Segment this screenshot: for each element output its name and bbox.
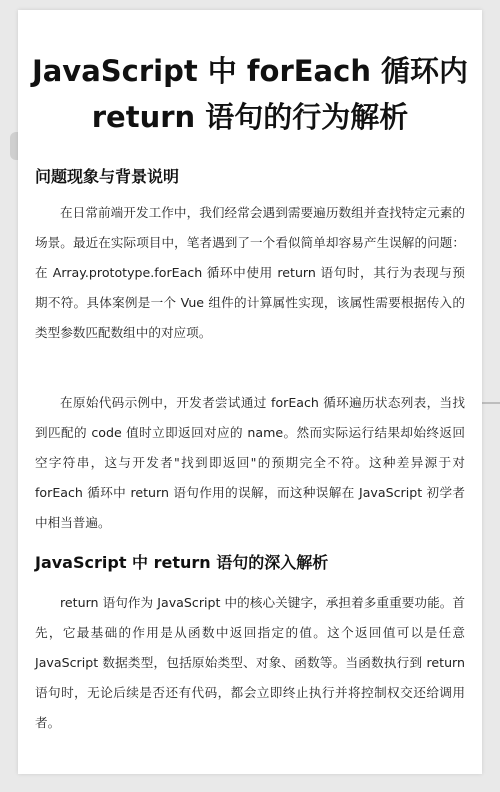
paragraph-return-explained: return 语句作为 JavaScript 中的核心关键字，承担着多重重要功能。首先，它最基础的作用是从函数中返回指定的值。这个返回值可以是任意 JavaScript 数据类型，包括原始类型、对象、函数等。当函数执行到 return 语句时，无论后续是否还有代码，都会立即终止执行并将控制权交还给调用者。 <box>35 595 465 730</box>
section-heading-return: JavaScript 中 return 语句的深入解析 <box>35 553 329 572</box>
title-line-2: return 语句的行为解析 <box>91 100 409 134</box>
article-title <box>0 48 500 140</box>
page-edge-marker <box>482 402 500 404</box>
title-line-1: JavaScript 中 forEach 循环内 <box>31 54 469 88</box>
paragraph-problem-intro: 在日常前端开发工作中，我们经常会遇到需要遍历数组并查找特定元素的场景。最近在实际项目中，笔者遇到了一个看似简单却容易产生误解的问题：在 Array.prototype.forEach 循环中使用 return 语句时，其行为表现与预期不符。具体案例是一个 Vue 组件的计算属性实现，该属性需要根据传入的类型参数匹配数组中的对应项。 <box>35 205 465 340</box>
section-heading-background: 问题现象与背景说明 <box>35 167 180 186</box>
paragraph-problem-detail: 在原始代码示例中，开发者尝试通过 forEach 循环遍历状态列表，当找到匹配的 code 值时立即返回对应的 name。然而实际运行结果却始终返回空字符串，这与开发者"找到即返回"的预期完全不符。这种差异源于对 forEach 循环中 return 语句作用的误解，而这种误解在 JavaScript 初学者中相当普遍。 <box>35 395 465 530</box>
